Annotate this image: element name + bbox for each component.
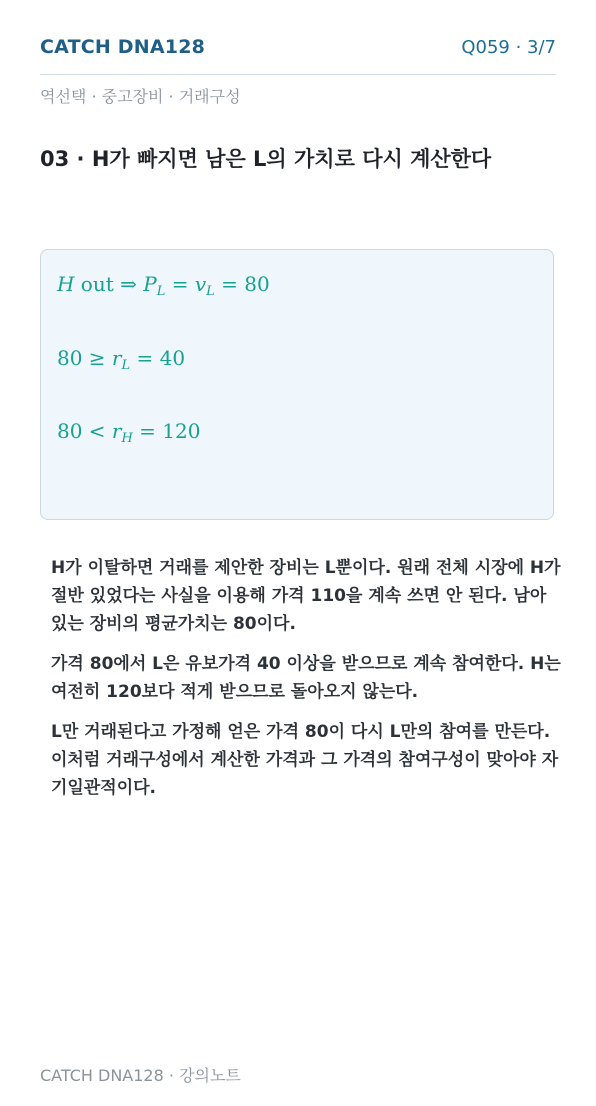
brand-title: CATCH DNA128 — [40, 36, 206, 58]
formula-2: $80 \ge r_L = 40$ — [57, 346, 186, 373]
header — [40, 36, 556, 75]
formula-3: $80 < r_H = 120$ — [57, 419, 201, 446]
paragraph-3: L만 거래된다고 가정해 얻은 가격 80이 다시 L만의 참여를 만든다. 이처럼 거래구성에서 계산한 가격과 그 가격의 참여구성이 맞아야 자기일관적이다. — [51, 722, 559, 798]
footer: CATCH DNA128 · 강의노트 — [40, 1066, 241, 1085]
paragraph-2: 가격 80에서 L은 유보가격 40 이상을 받으므로 계속 참여한다. H는 여전히 120보다 적게 받으므로 돌아오지 않는다. — [51, 654, 561, 702]
breadcrumb: 역선택 · 중고장비 · 거래구성 — [40, 87, 241, 106]
formula-box — [40, 249, 554, 520]
paragraph-1: H가 이탈하면 거래를 제안한 장비는 L뿐이다. 원래 전체 시장에 H가 절반 있었다는 사실을 이용해 가격 110을 계속 쓰면 안 된다. 남아 있는 장비의 평균가치는 80이다. — [51, 558, 561, 634]
formula-1: H out ⇒ $P_L = v_L = 80$ — [57, 272, 270, 299]
question-counter: Q059 · 3/7 — [461, 37, 556, 58]
section-title: 03 · H가 빠지면 남은 L의 가치로 다시 계산한다 — [40, 147, 492, 171]
explanation-text — [51, 554, 561, 814]
